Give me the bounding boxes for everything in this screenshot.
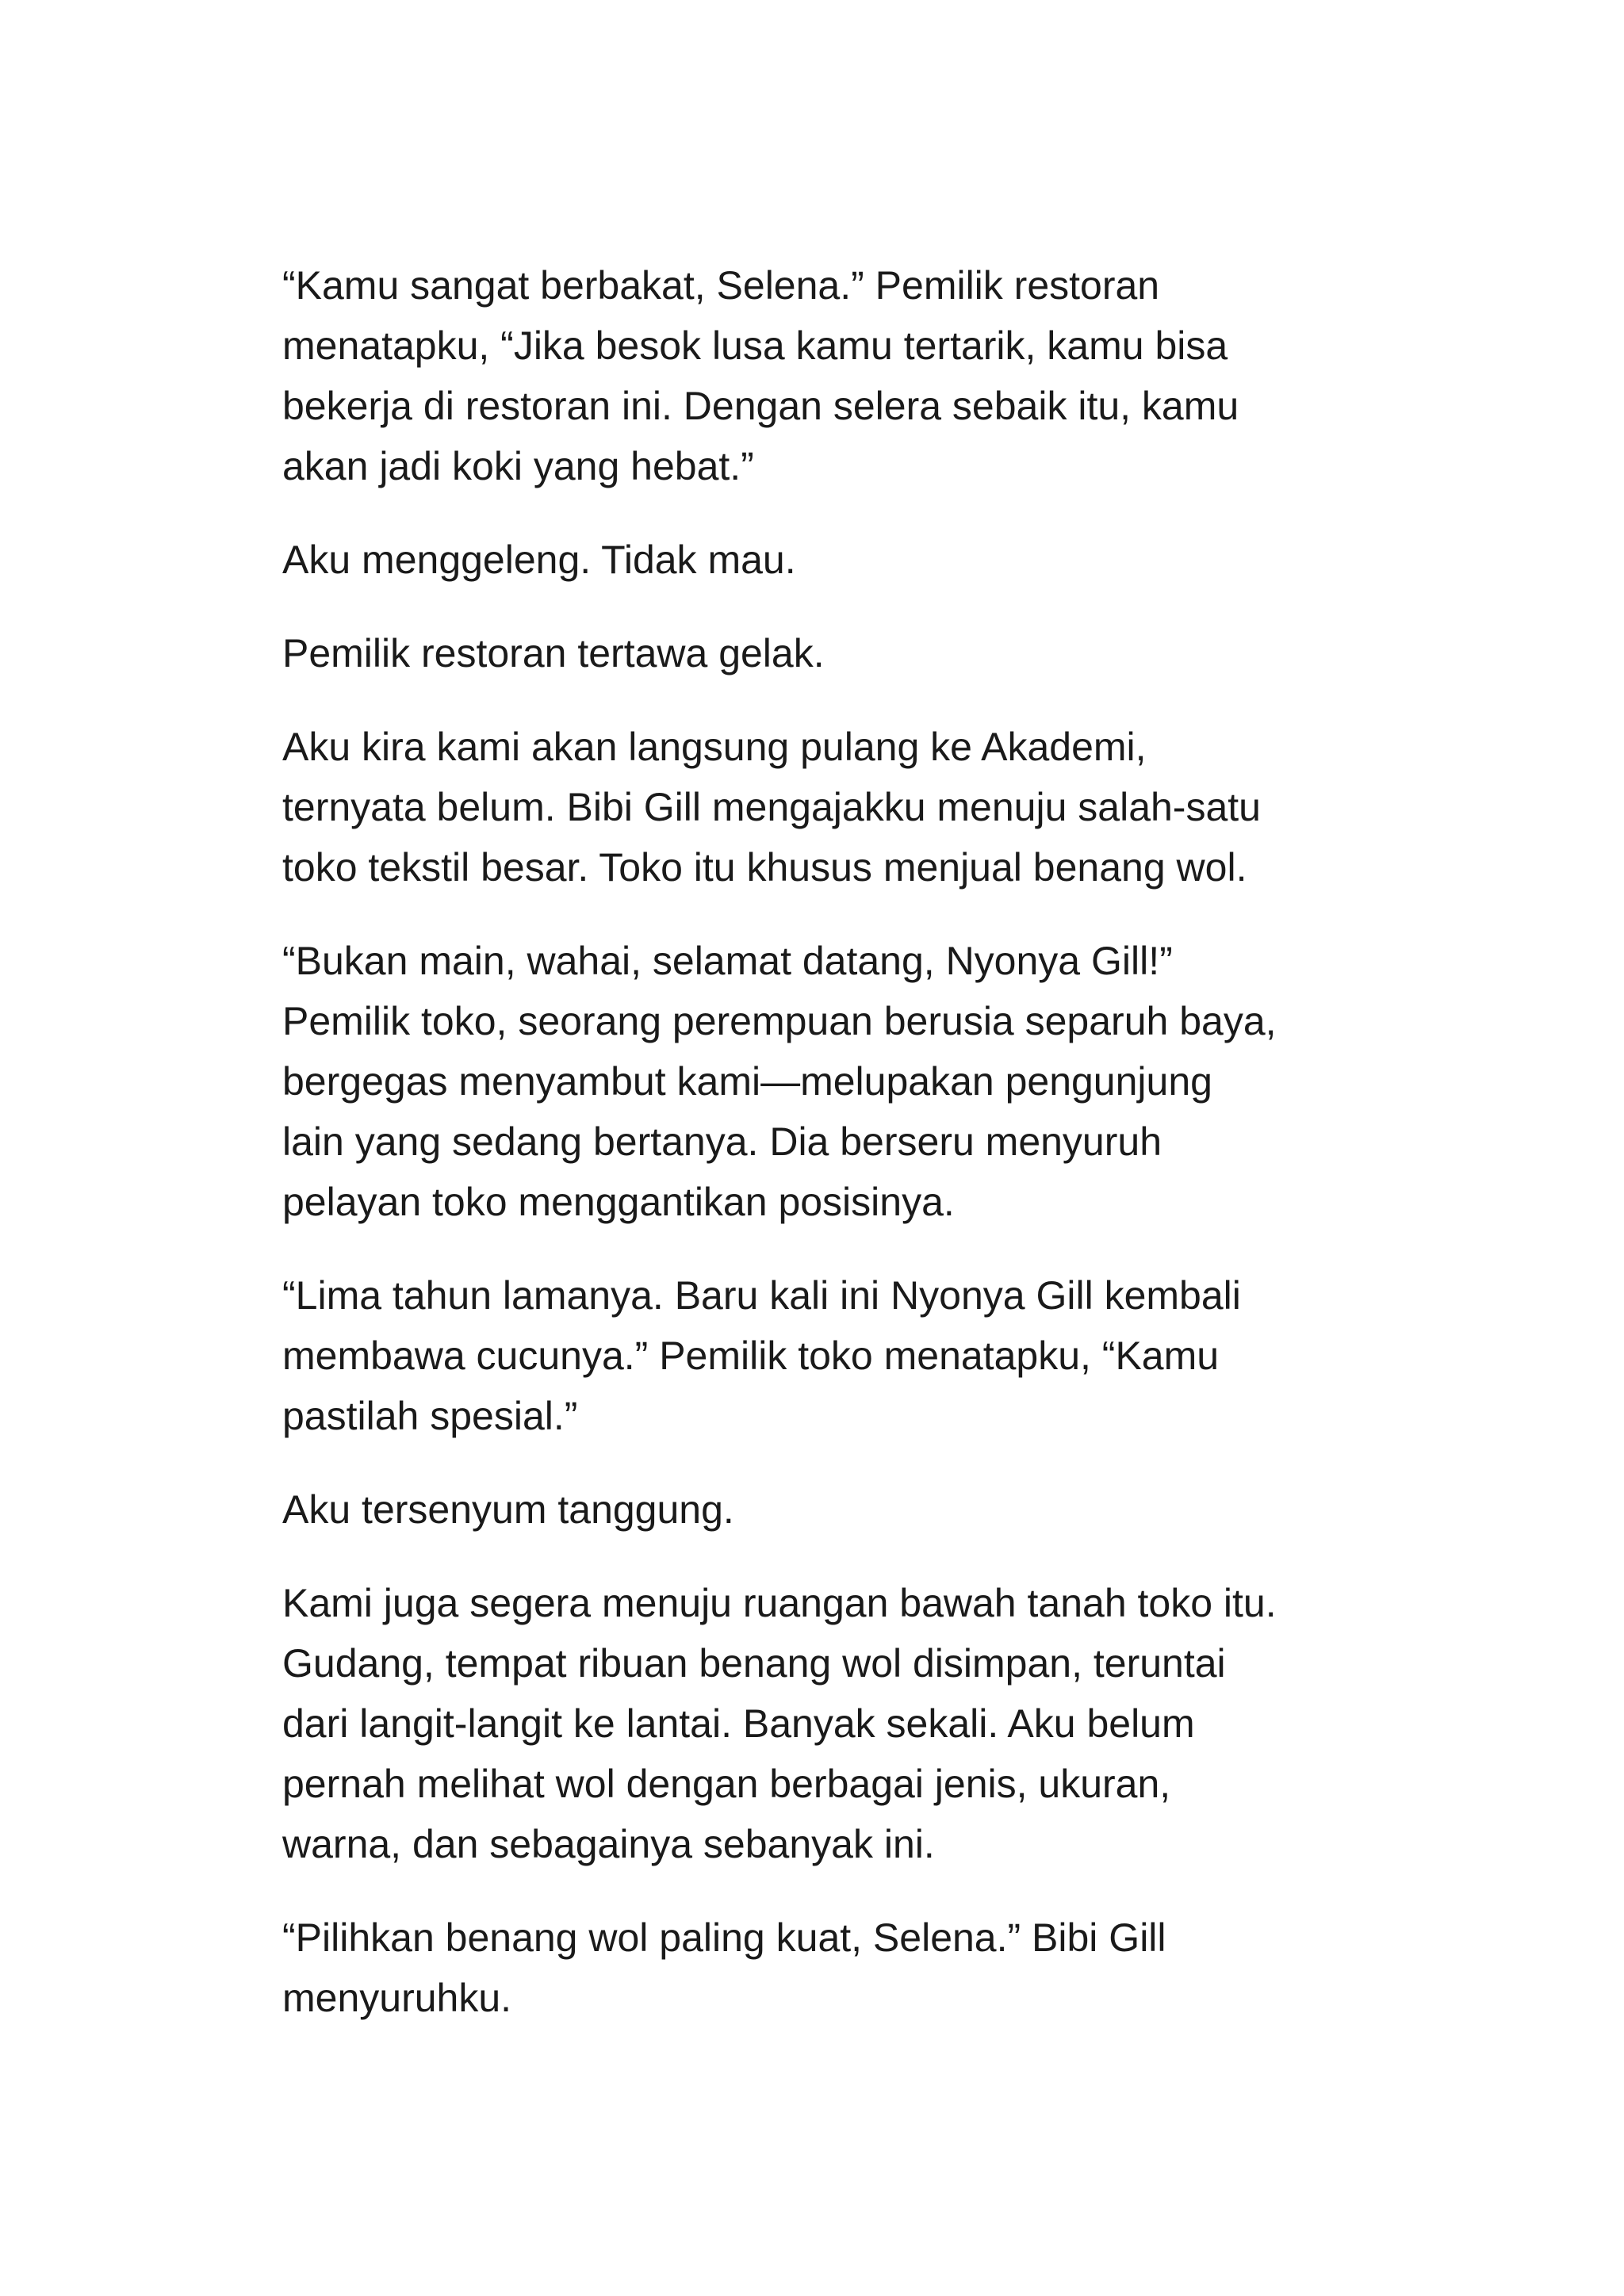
paragraph-3 (282, 623, 1392, 683)
text-line: “Bukan main, wahai, selamat datang, Nyonya Gill!” (282, 939, 1173, 983)
paragraph-2 (282, 530, 1392, 590)
text-line: warna, dan sebagainya sebanyak ini. (282, 1822, 935, 1866)
text-line: membawa cucunya.” Pemilik toko menatapku, “Kamu (282, 1334, 1220, 1378)
text-line: “Lima tahun lamanya. Baru kali ini Nyonya Gill kembali (282, 1273, 1241, 1318)
paragraph-9 (282, 1908, 1392, 2028)
text-line: lain yang sedang bertanya. Dia berseru menyuruh (282, 1119, 1162, 1164)
paragraph-7 (282, 1479, 1392, 1540)
text-line: Pemilik toko, seorang perempuan berusia separuh baya, (282, 999, 1277, 1043)
text-line: pernah melihat wol dengan berbagai jenis, ukuran, (282, 1762, 1171, 1806)
text-line: ternyata belum. Bibi Gill mengajakku menuju salah-satu (282, 785, 1261, 829)
text-line: akan jadi koki yang hebat.” (282, 444, 754, 488)
paragraph-8 (282, 1573, 1392, 1874)
text-line: Aku kira kami akan langsung pulang ke Akademi, (282, 725, 1147, 769)
text-line: pelayan toko menggantikan posisinya. (282, 1180, 955, 1224)
text-line: dari langit-langit ke lantai. Banyak sekali. Aku belum (282, 1701, 1195, 1746)
text-line: menyuruhku. (282, 1976, 512, 2020)
text-line: bergegas menyambut kami—melupakan pengunjung (282, 1059, 1212, 1104)
text-line: toko tekstil besar. Toko itu khusus menjual benang wol. (282, 845, 1247, 890)
paragraph-1 (282, 255, 1392, 496)
text-line: Pemilik restoran tertawa gelak. (282, 631, 825, 675)
text-line: Gudang, tempat ribuan benang wol disimpan, teruntai (282, 1641, 1226, 1686)
text-line: Kami juga segera menuju ruangan bawah tanah toko itu. (282, 1581, 1277, 1625)
text-line: bekerja di restoran ini. Dengan selera sebaik itu, kamu (282, 384, 1239, 428)
body-text (282, 255, 1392, 2061)
text-line: “Kamu sangat berbakat, Selena.” Pemilik restoran (282, 263, 1160, 308)
text-line: pastilah spesial.” (282, 1394, 578, 1438)
text-line: “Pilihkan benang wol paling kuat, Selena.” Bibi Gill (282, 1915, 1166, 1960)
paragraph-6 (282, 1265, 1392, 1446)
paragraph-5 (282, 931, 1392, 1232)
text-line: Aku tersenyum tanggung. (282, 1487, 734, 1532)
text-line: Aku menggeleng. Tidak mau. (282, 538, 796, 582)
paragraph-4 (282, 717, 1392, 897)
text-line: menatapku, “Jika besok lusa kamu tertarik, kamu bisa (282, 323, 1228, 368)
